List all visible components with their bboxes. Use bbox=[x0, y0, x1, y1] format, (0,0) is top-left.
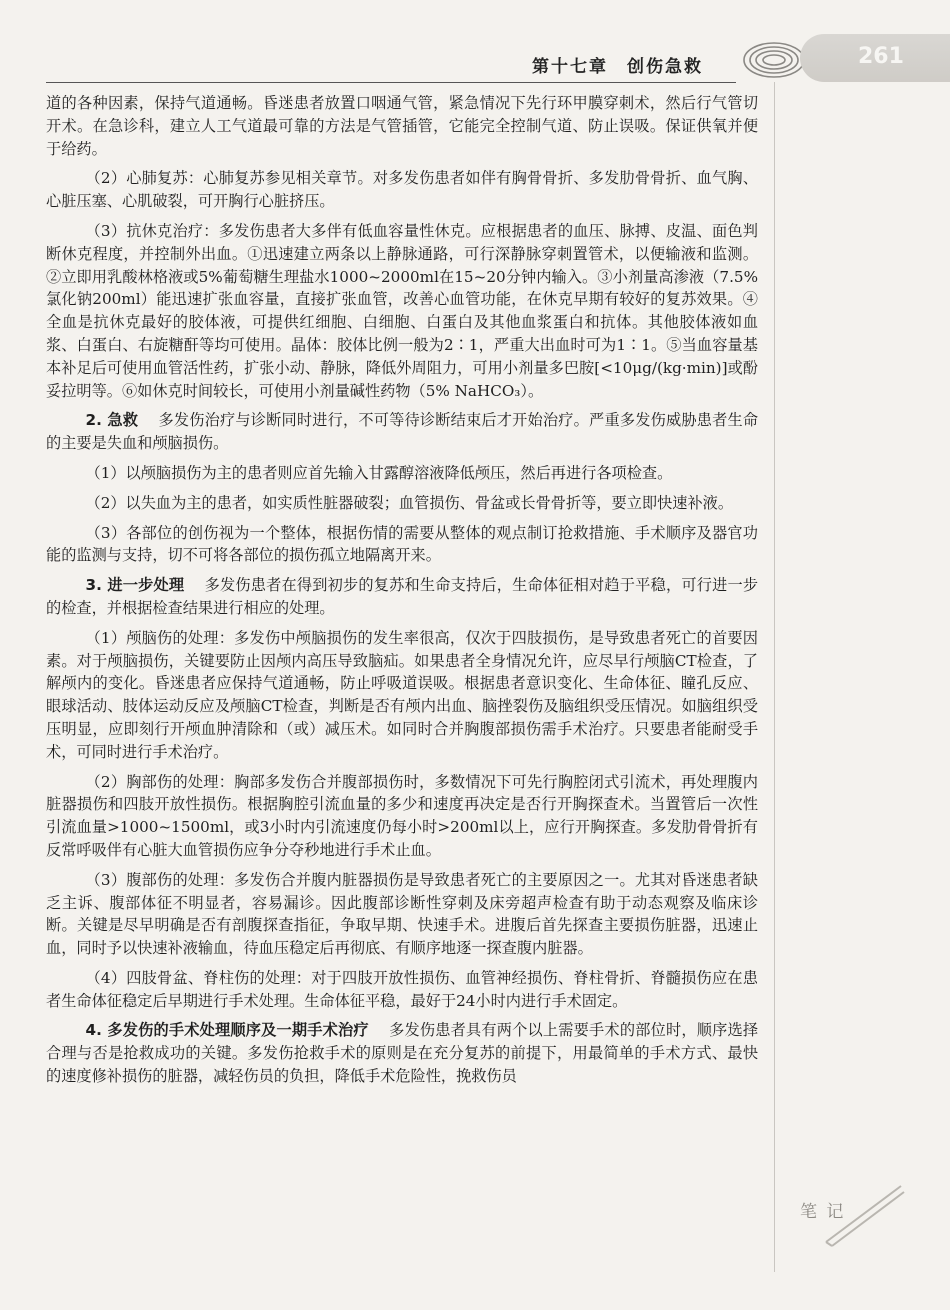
paragraph bbox=[46, 220, 758, 402]
paragraph bbox=[46, 627, 758, 764]
paragraph-text: （2）心肺复苏：心肺复苏参见相关章节。对多发伤患者如伴有胸骨骨折、多发肋骨骨折、血气胸、心脏压塞、心肌破裂，可开胸行心脏挤压。 bbox=[46, 169, 758, 211]
margin-rule bbox=[774, 82, 775, 1272]
paragraph bbox=[46, 869, 758, 960]
notes-label: 笔 记 bbox=[800, 1202, 846, 1222]
paragraph bbox=[46, 92, 758, 160]
paragraph-text: （2）以失血为主的患者，如实质性脏器破裂；血管损伤、骨盆或长骨骨折等，要立即快速补液。 bbox=[85, 493, 734, 512]
paragraph bbox=[46, 771, 758, 862]
header-rule bbox=[46, 82, 736, 83]
page-number: 261 bbox=[858, 44, 904, 69]
paragraph bbox=[46, 967, 758, 1013]
chapter-title: 第十七章 创伤急救 bbox=[532, 57, 703, 77]
paragraph-text: （3）抗休克治疗：多发伤患者大多伴有低血容量性休克。应根据患者的血压、脉搏、皮温、面色判断休克程度，并控制外出血。①迅速建立两条以上静脉通路，可行深静脉穿刺置管术，以便输液和监测。②立即用乳酸林格液或5%葡萄糖生理盐水1000~2000ml在15~20分钟内输入。③小剂量高渗液（7.5%氯化钠200ml）能迅速扩张血容量，直接扩张血管，改善心血管功能，在休克早期有较好的复苏效果。④全血是抗休克最好的胶体液，可提供红细胞、白细胞、白蛋白及其他血浆蛋白和抗体。其他胶体液如血浆、白蛋白、右旋糖酐等均可使用。晶体：胶体比例一般为2∶1，严重大出血时可为1∶1。⑤当血容量基本补足后可使用血管活性药，扩张小动、静脉，降低外周阻力，可用小剂量多巴胺[<10μg/(kg·min)]或酚妥拉明等。⑥如休克时间较长，可使用小剂量碱性药物（5% NaHCO₃）。 bbox=[46, 221, 758, 400]
paragraph bbox=[46, 492, 758, 515]
section-paragraph bbox=[46, 409, 758, 455]
paragraph-text: 多发伤患者具有两个以上需要手术的部位时，顺序选择合理与否是抢救成功的关键。多发伤抢救手术的原则是在充分复苏的前提下，用最简单的手术方式、最快的速度修补损伤的脏器，减轻伤员的负担，降低手术危险性，挽救伤员 bbox=[46, 1021, 759, 1086]
paragraph-text: （2）胸部伤的处理：胸部多发伤合并腹部损伤时，多数情况下可先行胸腔闭式引流术，再处理腹内脏器损伤和四肢开放性损伤。根据胸腔引流血量的多少和速度再决定是否行开胸探查术。当置管后一次性引流血量>1000~1500ml，或3小时内引流速度仍每小时>200ml以上，应行开胸探查。多发肋骨骨折有反常呼吸伴有心脏大血管损伤应争分夺秒地进行手术止血。 bbox=[46, 772, 758, 859]
paragraph bbox=[46, 462, 758, 485]
section-heading: 3. 进一步处理 bbox=[85, 576, 185, 595]
section-paragraph bbox=[46, 574, 758, 620]
section-heading: 4. 多发伤的手术处理顺序及一期手术治疗 bbox=[85, 1021, 369, 1040]
paragraph-text: 多发伤患者在得到初步的复苏和生命支持后，生命体征相对趋于平稳，可行进一步的检查，并根据检查结果进行相应的处理。 bbox=[46, 576, 759, 617]
paragraph-text: （1）颅脑伤的处理：多发伤中颅脑损伤的发生率很高，仅次于四肢损伤，是导致患者死亡的首要因素。对于颅脑损伤，关键要防止因颅内高压导致脑疝。如果患者全身情况允许，应尽早行颅脑CT检查，了解颅内的变化。昏迷患者应保持气道通畅，防止呼吸道误吸。根据患者意识变化、生命体征、瞳孔反应、眼球活动、肢体运动反应及颅脑CT检查，判断是否有颅内出血、脑挫裂伤及脑组织受压情况。如脑组织受压明显，应即刻行开颅血肿清除和（或）减压术。如同时合并胸腹部损伤需手术治疗。只要患者能耐受手术，可同时进行手术治疗。 bbox=[46, 628, 758, 761]
swirl-logo-icon bbox=[736, 38, 806, 82]
section-paragraph bbox=[46, 1019, 758, 1087]
paragraph-text: 多发伤治疗与诊断同时进行，不可等待诊断结束后才开始治疗。严重多发伤威胁患者生命的主要是失血和颅脑损伤。 bbox=[46, 411, 759, 453]
paragraph-text: （4）四肢骨盆、脊柱伤的处理：对于四肢开放性损伤、血管神经损伤、脊柱骨折、脊髓损伤应在患者生命体征稳定后早期进行手术处理。生命体征平稳，最好于24小时内进行手术固定。 bbox=[46, 968, 758, 1010]
paragraph-text: （1）以颅脑损伤为主的患者则应首先输入甘露醇溶液降低颅压，然后再进行各项检查。 bbox=[85, 463, 673, 482]
body-text bbox=[46, 92, 758, 1095]
paragraph-text: （3）各部位的创伤视为一个整体，根据伤情的需要从整体的观点制订抢救措施、手术顺序及器官功能的监测与支持，切不可将各部位的损伤孤立地隔离开来。 bbox=[46, 523, 758, 565]
paragraph-text: 道的各种因素，保持气道通畅。昏迷患者放置口咽通气管，紧急情况下先行环甲膜穿刺术，然后行气管切开术。在急诊科，建立人工气道最可靠的方法是气管插管，它能完全控制气道、防止误吸。保证供氧并便于给药。 bbox=[46, 94, 758, 158]
paragraph-text: （3）腹部伤的处理：多发伤合并腹内脏器损伤是导致患者死亡的主要原因之一。尤其对昏迷患者缺乏主诉、腹部体征不明显者，容易漏诊。因此腹部诊断性穿刺及床旁超声检查有助于动态观察及临床诊断。关键是尽早明确是否有剖腹探查指征，争取早期、快速手术。进腹后首先探查主要损伤脏器，迅速止血，同时予以快速补液输血，待血压稳定后再彻底、有顺序地逐一探查腹内脏器。 bbox=[46, 870, 758, 958]
section-heading: 2. 急救 bbox=[85, 411, 139, 430]
paragraph bbox=[46, 522, 758, 568]
paragraph bbox=[46, 167, 758, 213]
